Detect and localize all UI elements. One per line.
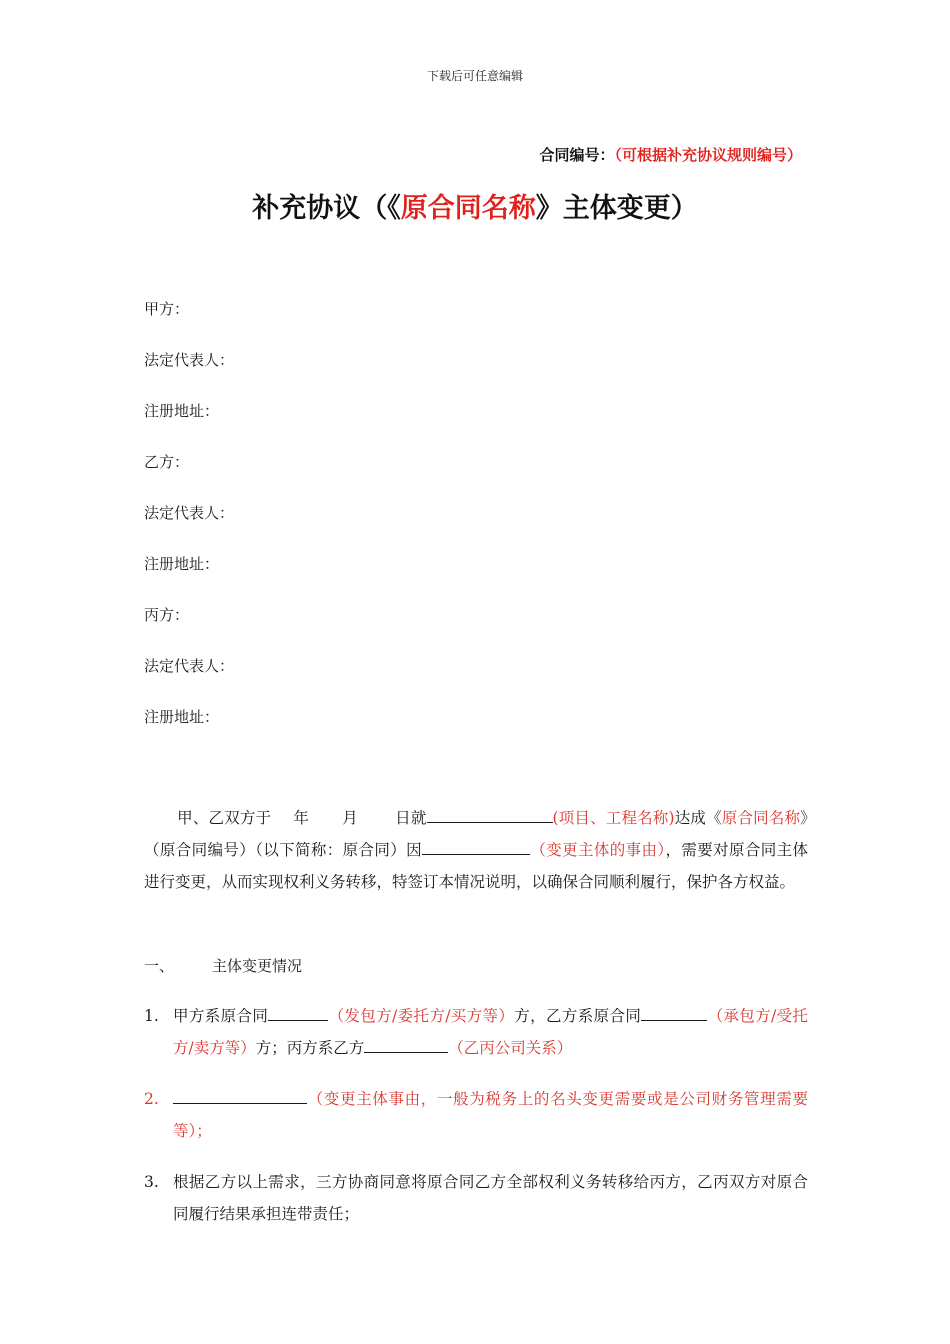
party-a-address-label: 注册地址： <box>144 402 220 420</box>
intro-day: 日就 <box>394 809 427 827</box>
item-3-content: 根据乙方以上需求，三方协商同意将原合同乙方全部权利义务转移给丙方，乙丙双方对原合同履行结果承担连带责任； <box>173 1173 808 1223</box>
list-item <box>144 1083 808 1147</box>
item-1-hint-a: （发包方/委托方/买方等） <box>328 1007 515 1025</box>
party-b-address-label: 注册地址： <box>144 555 220 573</box>
contract-number-label: 合同编号： <box>539 146 615 164</box>
title-prefix: 补充协议（《 <box>252 193 401 224</box>
item-1-content <box>173 1000 808 1064</box>
item-2-hint: （变更主体事由，一般为税务上的名头变更需要或是公司财务管理需要等）； <box>173 1090 808 1140</box>
item-1-blank-b <box>641 1003 707 1021</box>
contract-number-hint: （可根据补充协议规则编号） <box>614 146 802 164</box>
party-a-label: 甲方： <box>144 300 190 318</box>
intro-text-3: ，需要对原合同主体进行变更，从而实现权利义务转移，特签订本情况说明，以确保合同顺利履行，保护各方权益。 <box>144 841 808 891</box>
reason-hint: （变更主体的事由） <box>529 841 666 859</box>
item-2-index: 2. <box>144 1090 159 1108</box>
intro-text-2: 》（原合同编号）（以下简称：原合同）因 <box>144 809 808 859</box>
item-1-blank-a <box>268 1003 328 1021</box>
intro-month: 月 <box>342 809 358 827</box>
party-b-representative-label: 法定代表人： <box>144 504 235 522</box>
party-c-representative-label: 法定代表人： <box>144 657 235 675</box>
item-1-hint-b: （承包方/受托方/卖方等） <box>173 1007 808 1057</box>
page-title <box>0 186 950 225</box>
intro-year: 年 <box>293 809 310 827</box>
section-1-heading <box>144 955 302 976</box>
item-1-text-a: 甲方系原合同 <box>173 1007 269 1025</box>
party-c-address-label: 注册地址： <box>144 708 220 726</box>
contract-number <box>539 144 802 165</box>
project-hint: (项目、工程名称) <box>552 809 675 827</box>
intro-paragraph <box>144 802 808 898</box>
item-1-text-b: 方，乙方系原合同 <box>514 1007 642 1025</box>
item-3-index: 3. <box>144 1173 159 1191</box>
item-1-hint-c: （乙丙公司关系） <box>448 1039 573 1057</box>
section-1-title: 主体变更情况 <box>212 957 303 975</box>
list-item <box>144 1166 808 1230</box>
party-b-label: 乙方： <box>144 453 190 471</box>
party-c-label: 丙方： <box>144 606 190 624</box>
item-1-index: 1. <box>144 1007 159 1025</box>
intro-text-1: 甲、乙双方于 <box>177 809 272 827</box>
project-blank <box>427 805 553 823</box>
section-1-number: 一、 <box>144 957 175 975</box>
list-item <box>144 1000 808 1064</box>
item-1-text-c: 方；丙方系乙方 <box>255 1039 365 1057</box>
title-suffix: 》主体变更） <box>535 193 698 224</box>
item-2-content <box>173 1083 808 1147</box>
intro-contract-name: 原合同名称 <box>721 809 801 827</box>
item-2-blank <box>173 1086 307 1104</box>
item-1-blank-c <box>364 1035 448 1053</box>
title-contract-name: 原合同名称 <box>400 193 536 224</box>
party-a-representative-label: 法定代表人： <box>144 351 235 369</box>
reason-blank <box>422 837 530 855</box>
header-note: 下载后可任意编辑 <box>426 69 523 83</box>
intro-reach: 达成《 <box>674 809 722 827</box>
